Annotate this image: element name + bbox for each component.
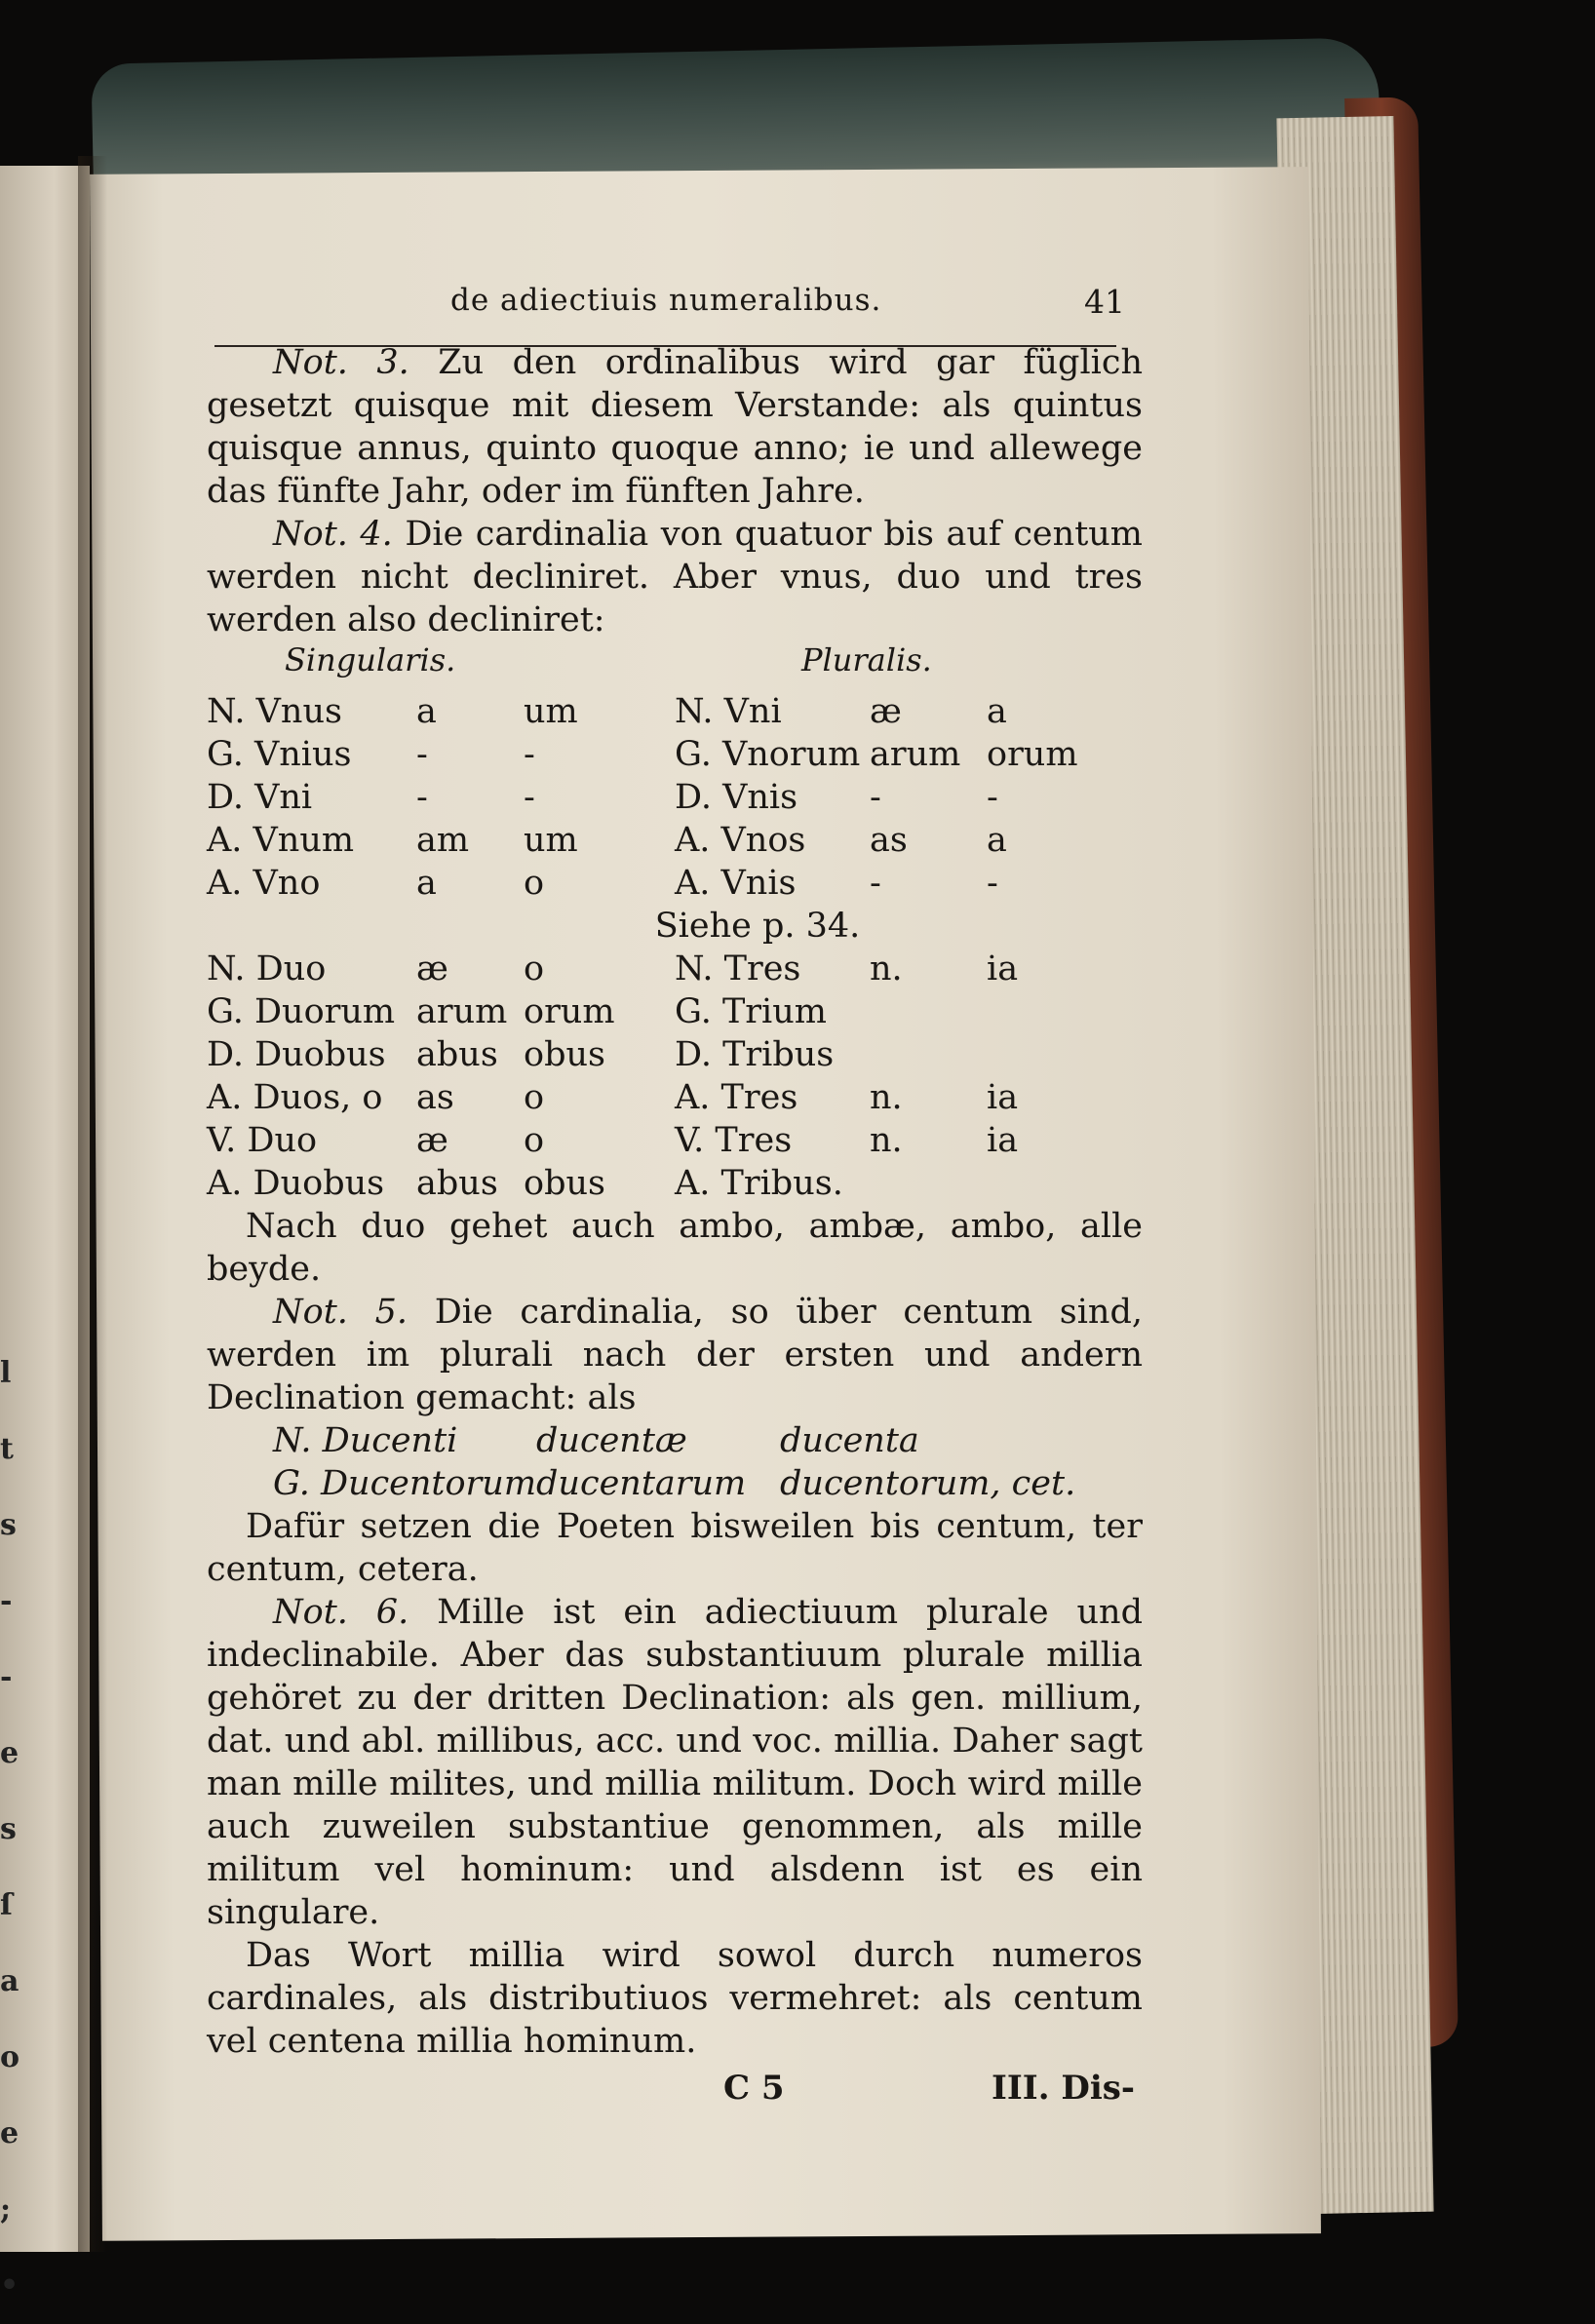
ducenti-form-cell: ducentarum xyxy=(536,1464,747,1503)
duo-tres-declension-cell: n. xyxy=(870,1078,903,1117)
note-6-label: Not. 6. xyxy=(273,1593,409,1632)
poets-line: Dafür setzen die Poeten bisweilen bis centum, ter centum, cetera. xyxy=(207,1507,1143,1589)
spine-shadow xyxy=(78,156,107,2252)
ducenti-form-cell: ducenta xyxy=(780,1421,919,1460)
duo-tres-declension-cell: V. Tres xyxy=(675,1121,793,1160)
duo-tres-declension-cell: V. Duo xyxy=(207,1121,318,1160)
duo-tres-declension-row xyxy=(207,1076,1084,1119)
ducenti-form-cell: N. Ducenti xyxy=(273,1421,458,1460)
duo-tres-declension-cell: A. Duobus xyxy=(207,1164,385,1203)
note-3-label: Not. 3. xyxy=(273,343,409,382)
note-5-label: Not. 5. xyxy=(273,1293,408,1332)
duo-tres-declension-cell: o xyxy=(524,949,545,988)
see-reference: Siehe p. 34. xyxy=(654,907,861,946)
left-page-mark: e xyxy=(0,1736,19,1770)
vnus-declension-cell: o xyxy=(524,864,545,903)
left-page-marks xyxy=(0,1336,19,2324)
vnus-declension-cell: G. Vnorum xyxy=(675,735,861,774)
vnus-declension-row xyxy=(207,690,1084,733)
duo-tres-declension-cell xyxy=(870,1162,987,1205)
duo-tres-declension-cell: ia xyxy=(987,1121,1019,1160)
vnus-declension-table xyxy=(207,690,1084,905)
duo-tres-declension-cell: A. Tres xyxy=(675,1078,798,1117)
duo-tres-declension-row xyxy=(207,1033,1084,1076)
duo-tres-declension-cell: o xyxy=(524,1078,545,1117)
running-header xyxy=(207,283,1143,341)
vnus-declension-cell: N. Vni xyxy=(675,692,782,731)
vnus-declension-cell: a xyxy=(416,864,437,903)
vnus-declension-cell: - xyxy=(987,778,998,817)
vnus-declension-cell: - xyxy=(524,778,535,817)
left-page-mark: o xyxy=(0,2040,20,2074)
left-page-mark: s xyxy=(0,1508,17,1542)
left-page-mark: • xyxy=(0,2268,19,2303)
vnus-declension-cell: - xyxy=(987,864,998,903)
left-page-mark: s xyxy=(0,1812,17,1846)
duo-tres-declension-cell: G. Duorum xyxy=(207,992,396,1031)
duo-tres-declension-cell: æ xyxy=(416,949,448,988)
duo-tres-declension-cell: N. Tres xyxy=(675,949,801,988)
duo-tres-declension-cell: æ xyxy=(416,1121,448,1160)
vnus-declension-cell: - xyxy=(870,778,881,817)
left-page-mark: t xyxy=(0,1432,14,1466)
duo-tres-declension-cell: as xyxy=(416,1078,454,1117)
duo-tres-declension-cell: abus xyxy=(416,1164,498,1203)
vnus-declension-cell: A. Vnos xyxy=(675,821,806,860)
vnus-declension-cell: - xyxy=(416,778,428,817)
duo-tres-declension-cell: obus xyxy=(524,1035,605,1074)
ducenti-form-row xyxy=(273,1462,1092,1505)
note-6 xyxy=(207,1591,1143,1934)
duo-tres-declension-cell: obus xyxy=(524,1164,605,1203)
vnus-declension-cell: N. Vnus xyxy=(207,692,342,731)
duo-tres-declension-cell: abus xyxy=(416,1035,498,1074)
duo-tres-declension-cell: ia xyxy=(987,1078,1019,1117)
singular-heading: Singularis. xyxy=(285,641,456,678)
duo-tres-declension-cell: orum xyxy=(524,992,615,1031)
duo-tres-declension-cell: A. Duos, o xyxy=(207,1078,383,1117)
vnus-declension-cell: æ xyxy=(870,692,902,731)
duo-tres-declension-cell xyxy=(987,1162,1084,1205)
left-page-mark: a xyxy=(0,1964,19,1998)
vnus-declension-row xyxy=(207,819,1084,862)
declension-headings xyxy=(207,641,1143,690)
vnus-declension-cell: A. Vno xyxy=(207,864,321,903)
vnus-declension-cell: D. Vnis xyxy=(675,778,798,817)
vnus-declension-cell: orum xyxy=(987,735,1078,774)
vnus-declension-cell: A. Vnum xyxy=(207,821,355,860)
vnus-declension-cell: a xyxy=(987,692,1007,731)
duo-tres-declension-row xyxy=(207,948,1084,990)
duo-tres-declension-cell: D. Duobus xyxy=(207,1035,386,1074)
duo-tres-declension-cell: ia xyxy=(987,949,1019,988)
ducenti-form-cell: ducentæ xyxy=(536,1421,687,1460)
vnus-declension-cell: - xyxy=(524,735,535,774)
ambo-line: Nach duo gehet auch ambo, ambæ, ambo, alle beyde. xyxy=(207,1207,1143,1289)
vnus-declension-cell: a xyxy=(416,692,437,731)
duo-tres-declension-cell: A. Tribus. xyxy=(675,1164,843,1203)
duo-tres-declension-cell xyxy=(987,990,1084,1033)
vnus-declension-cell: - xyxy=(870,864,881,903)
vnus-declension-cell: a xyxy=(987,821,1007,860)
vnus-declension-cell: A. Vnis xyxy=(675,864,797,903)
signature-mark: C 5 xyxy=(723,2069,785,2108)
vnus-declension-row xyxy=(207,776,1084,819)
duo-tres-declension-cell: arum xyxy=(416,992,508,1031)
duo-tres-declension-row xyxy=(207,1162,1084,1205)
vnus-declension-cell: D. Vni xyxy=(207,778,313,817)
vnus-declension-cell: arum xyxy=(870,735,961,774)
note-4 xyxy=(207,513,1143,641)
vnus-declension-row xyxy=(207,862,1084,905)
duo-tres-declension-cell: N. Duo xyxy=(207,949,327,988)
duo-tres-declension-table xyxy=(207,948,1084,1205)
running-title: de adiectiuis numeralibus. xyxy=(450,283,882,318)
millia-paragraph: Das Wort millia wird sowol durch numeros cardinales, als distributiuos vermehret: als centum vel centena millia hominum. xyxy=(207,1936,1143,2061)
page-text xyxy=(207,283,1143,2127)
left-page-mark: l xyxy=(0,1356,12,1390)
vnus-declension-row xyxy=(207,733,1084,776)
left-page-mark: - xyxy=(0,1584,13,1618)
left-page-mark: e xyxy=(0,2116,19,2150)
note-4-label: Not. 4. xyxy=(273,515,393,554)
note-6-text: Mille ist ein adiectiuum plurale und indeclinabile. Aber das substantiuum plurale millia gehöret zu der dritten Declination: als gen. millium, dat. und abl. millibus, acc. und voc. millia. Daher sagt man mille milites, und millia militum. Doch wird mille auch zuweilen substantiue genommen, als mille militum vel hominum: und alsdenn ist es ein singulare. xyxy=(207,1593,1143,1932)
ducenti-forms-table xyxy=(273,1419,1092,1505)
duo-tres-declension-cell: n. xyxy=(870,1121,903,1160)
ducenti-form-cell: G. Ducentorum xyxy=(273,1464,537,1503)
vnus-declension-cell: - xyxy=(416,735,428,774)
left-page-mark: ſ xyxy=(0,1888,13,1922)
vnus-declension-cell: am xyxy=(416,821,470,860)
page-footer xyxy=(207,2069,1143,2127)
note-5 xyxy=(207,1291,1143,1419)
ducenti-form-row xyxy=(273,1419,1092,1462)
duo-tres-declension-cell xyxy=(870,990,987,1033)
vnus-declension-cell: as xyxy=(870,821,908,860)
left-page-mark: ; xyxy=(0,2192,12,2227)
duo-tres-declension-cell: n. xyxy=(870,949,903,988)
duo-tres-declension-row xyxy=(207,1119,1084,1162)
plural-heading: Pluralis. xyxy=(801,641,932,678)
vnus-declension-cell: um xyxy=(524,821,578,860)
vnus-declension-cell: G. Vnius xyxy=(207,735,352,774)
duo-tres-declension-cell xyxy=(870,1033,987,1076)
left-page-mark: - xyxy=(0,1660,13,1694)
note-3-text: Zu den ordinalibus wird gar füglich gesetzt quisque mit diesem Verstande: als quintus quisque annus, quinto quoque anno; ie und allewege das fünfte Jahr, oder im fünften Jahre. xyxy=(207,343,1143,511)
note-4-text: Die cardinalia von quatuor bis auf centum werden nicht decliniret. Aber vnus, duo und tres werden also decliniret: xyxy=(207,515,1143,639)
duo-tres-declension-cell: o xyxy=(524,1121,545,1160)
duo-tres-declension-cell: D. Tribus xyxy=(675,1035,835,1074)
note-3 xyxy=(207,341,1143,513)
left-page-fragment xyxy=(0,166,90,2303)
duo-tres-declension-cell xyxy=(987,1033,1084,1076)
catchword: III. Dis- xyxy=(992,2069,1136,2108)
page-number: 41 xyxy=(1084,283,1125,321)
duo-tres-declension-row xyxy=(207,990,1084,1033)
vnus-declension-cell: um xyxy=(524,692,578,731)
duo-tres-declension-cell: G. Trium xyxy=(675,992,827,1031)
note-5-text: Die cardinalia, so über centum sind, werden im plurali nach der ersten und andern Declination gemacht: als xyxy=(207,1293,1144,1417)
ducenti-form-cell: ducentorum, cet. xyxy=(780,1464,1076,1503)
